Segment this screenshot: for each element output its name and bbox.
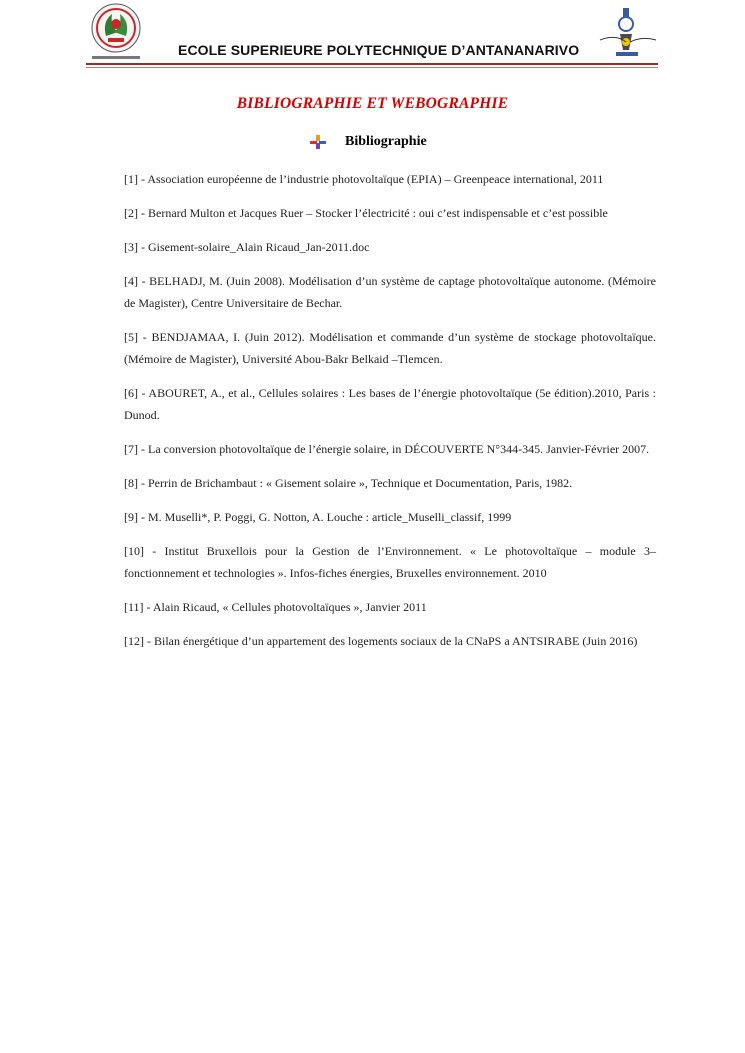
reference-item: [1] - Association européenne de l’industrie photovoltaïque (EPIA) – Greenpeace international, 2011 (124, 172, 604, 186)
school-name: ECOLE SUPERIEURE POLYTECHNIQUE D’ANTANANARIVO (178, 42, 580, 58)
reference-item: [8] - Perrin de Brichambaut : « Gisement solaire », Technique et Documentation, Paris, 1982. (124, 476, 573, 490)
reference-item: [4] - BELHADJ, M. (Juin 2008). Modélisation d’un système de captage photovoltaïque autonome. (Mémoire de Magister), Centre Universitaire de Bechar. (124, 274, 656, 310)
reference-item: [11] - Alain Ricaud, « Cellules photovoltaïques », Janvier 2011 (124, 600, 427, 614)
reference-item: [2] - Bernard Multon et Jacques Ruer – Stocker l’électricité : oui c’est indispensable et c’est possible (124, 206, 608, 220)
reference-item: [6] - ABOURET, A., et al., Cellules solaires : Les bases de l’énergie photovoltaïque (5e édition).2010, Paris : Dunod. (124, 386, 656, 422)
industrial-engineering-logo (596, 6, 658, 62)
section-label: Bibliographie (345, 134, 427, 149)
section-heading (310, 133, 427, 151)
reference-item: [10] - Institut Bruxellois pour la Gestion de l’Environnement. « Le photovoltaïque – module 3– fonctionnement et technologies ». Infos-fiches énergies, Bruxelles environnement. 2010 (124, 544, 656, 580)
page-header (86, 0, 658, 70)
reference-item: [7] - La conversion photovoltaïque de l’énergie solaire, in DÉCOUVERTE N°344-345. Janvier-Février 2007. (124, 442, 650, 456)
reference-item: [3] - Gisement-solaire_Alain Ricaud_Jan-2011.doc (124, 240, 370, 254)
header-divider-thin (86, 67, 658, 68)
page-title: BIBLIOGRAPHIE ET WEBOGRAPHIE (236, 95, 509, 112)
reference-item: [12] - Bilan énergétique d’un appartement des logements sociaux de la CNaPS a ANTSIRABE (Juin 2016) (124, 634, 638, 648)
reference-list (124, 168, 656, 664)
header-divider (86, 63, 658, 65)
reference-item: [9] - M. Muselli*, P. Poggi, G. Notton, A. Louche : article_Muselli_classif, 1999 (124, 510, 512, 524)
school-crest-logo (88, 2, 144, 64)
quad-arrow-bullet-icon (310, 135, 326, 149)
reference-item: [5] - BENDJAMAA, I. (Juin 2012). Modélisation et commande d’un système de stockage photovoltaïque. (Mémoire de Magister), Université Abou-Bakr Belkaid –Tlemcen. (124, 330, 656, 366)
